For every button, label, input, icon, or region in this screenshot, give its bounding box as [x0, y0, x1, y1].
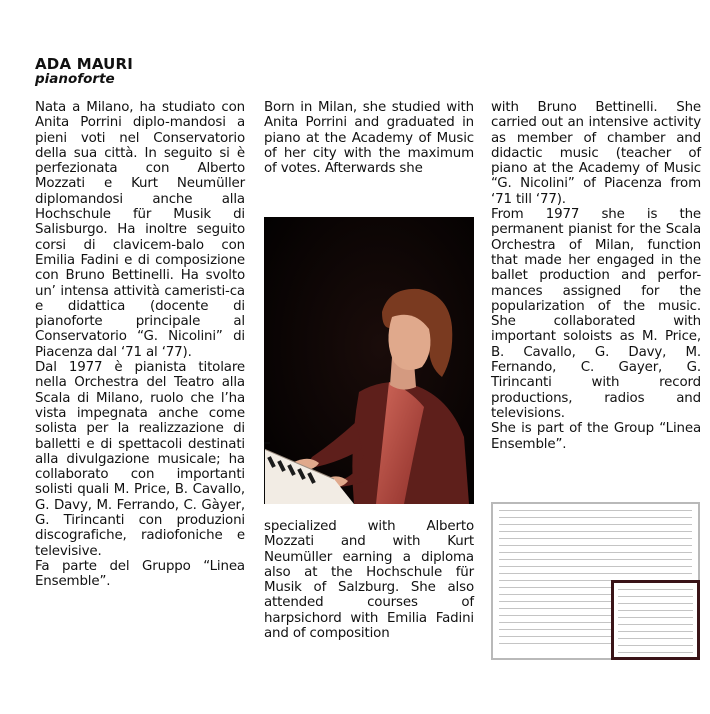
english-paragraph-1a: Born in Milan, she studied with Anita Porrini and graduated in piano at the Academy of Music of her city with the maximum of votes. Afterwards she [264, 100, 474, 177]
english-biography-part-2 [264, 519, 474, 641]
accent-staff-lines [618, 589, 693, 659]
english-biography-part-1 [264, 100, 474, 176]
english-paragraph-1b: specialized with Alberto Mozzati and with Kurt Neumüller earning a diploma also at the Hochschule für Musik of Salzburg. She also attended courses of harpsichord with Emilia Fadini and of composition [264, 519, 474, 642]
italian-paragraph-3: Fa parte del Gruppo “Linea Ensemble”. [35, 558, 245, 590]
italian-paragraph-1: Nata a Milano, ha studiato con Anita Porrini diplo-mandosi a pieni voti nel Conservatorio della sua città. In seguito si è perfezionata con Alberto Mozzati e Kurt Neumüller diplomandosi anche alla Hochschule für Musik di Salisburgo. Ha inoltre seguito corsi di clavicem-balo con Emilia Fadini e di composizione con Bruno Bettinelli. Ha svolto un’ intensa attività cameristi-ca e didattica (docente di pianoforte principale al Conservatorio “G. Nicolini” di Piacenza dal ‘71 al ‘77). [35, 100, 245, 360]
english-paragraph-2: From 1977 she is the permanent pianist for the Scala Orchestra of Milan, function that made her engaged in the ballet production and perfor-mances assigned for the popularization of the music. She collaborated with important soloists as M. Price, B. Cavallo, G. Davy, M. Fernando, C. Gayer, G. Tirincanti with record productions, radios and televisions. [491, 207, 701, 421]
english-biography-part-3 [491, 100, 701, 452]
decorative-accent-box [611, 580, 700, 660]
english-paragraph-1c: with Bruno Bettinelli. She carried out an intensive activity as member of chamber and didactic music (teacher of piano at the Academy of Music “G. Nicolini” of Piacenza from ‘71 till ‘77). [491, 100, 701, 207]
english-paragraph-3: She is part of the Group “Linea Ensemble”. [491, 421, 701, 452]
artist-name: ADA MAURI [35, 55, 134, 73]
italian-biography [35, 100, 245, 590]
italian-paragraph-2: Dal 1977 è pianista titolare nella Orchestra del Teatro alla Scala di Milano, ruolo che l’ha vista impegnata anche come solista per la realizzazione di balletti e di spettacoli destinati alla divulgazione musicale; ha collaborato con importanti solisti quali M. Price, B. Cavallo, G. Davy, M. Ferrando, C. Gàyer, G. Tirincanti con produzioni discografiche, radiofoniche e televisive. [35, 360, 245, 559]
pianist-photo [264, 217, 474, 504]
artist-instrument: pianoforte [35, 71, 115, 87]
